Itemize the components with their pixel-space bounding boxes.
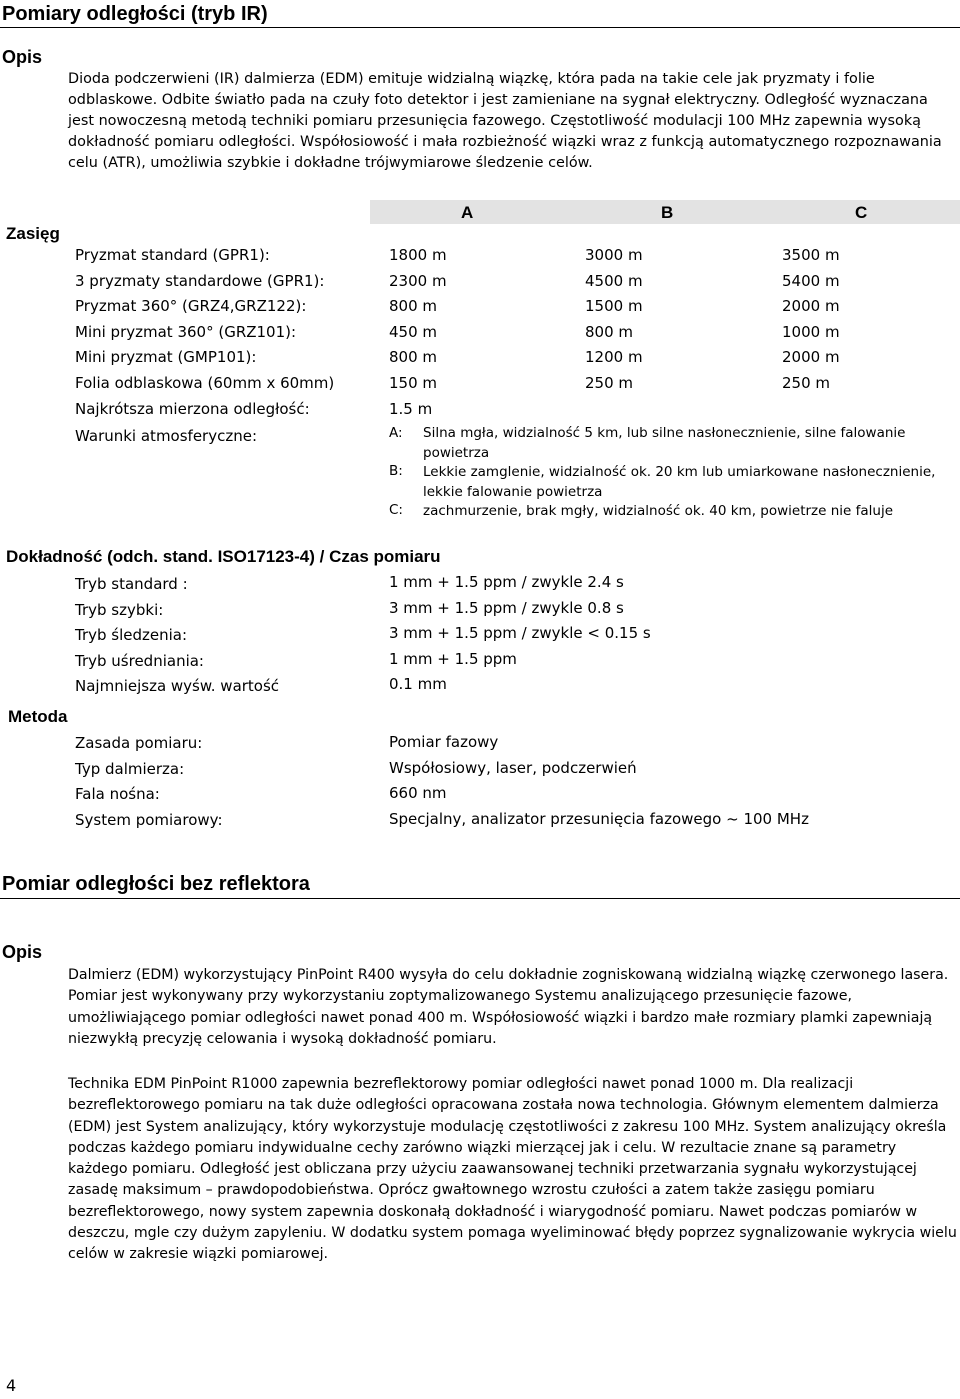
method-row-value: Pomiar fazowy <box>389 733 499 751</box>
condition-text-b: Lekkie zamglenie, widzialność ok. 20 km lub umiarkowane nasłonecznienie, lekkie falowanie powietrza <box>423 464 936 500</box>
range-value-c: 2000 m <box>782 348 840 367</box>
opis-heading-2: Opis <box>2 942 43 962</box>
accuracy-row-value: 3 mm + 1.5 ppm / zwykle < 0.15 s <box>389 624 651 642</box>
range-row-label: Pryzmat 360° (GRZ4,GRZ122): <box>75 297 307 316</box>
accuracy-row-value: 0.1 mm <box>389 675 447 693</box>
range-value-a: 150 m <box>389 374 438 392</box>
range-value-b: 3000 m <box>585 246 643 264</box>
column-header-b: B <box>570 200 770 224</box>
method-row-value: Współosiowy, laser, podczerwień <box>389 758 637 777</box>
range-row-label: Mini pryzmat (GMP101): <box>75 348 257 367</box>
range-value-a: 1800 m <box>389 246 447 264</box>
range-row-label: Folia odblaskowa (60mm x 60mm) <box>75 374 335 392</box>
accuracy-row-label: Tryb uśredniania: <box>75 651 204 670</box>
range-heading: Zasięg <box>6 224 60 243</box>
method-row-value: 660 nm <box>389 784 447 802</box>
condition-key-b: B: <box>389 463 403 479</box>
accuracy-heading: Dokładność (odch. stand. ISO17123-4) / Czas pomiaru <box>6 547 441 566</box>
accuracy-row-value: 1 mm + 1.5 ppm / zwykle 2.4 s <box>389 573 624 591</box>
paragraph-pinpoint-r1000: Technika EDM PinPoint R1000 zapewnia bezreflektorowy pomiar odległości nawet ponad 1000 m. Dla realizacji bezreflektorowego pomiaru na tak duże odległości opracowana została nowa technologia. Głównym elementem dalmierza (EDM) jest System analizujący, który wykorzystuje modulację częstotliwości z zakresu 100 MHz. System analizujący określa podczas każdego pomiaru indywidualne cechy zarówno wiązki mierzącej jak i celu. W rezultacie znane są parametry każdego pomiaru. Odległość jest obliczana przy użyciu zaawansowanej techniki przetwarzania sygnału wykorzystującej zasadę maksimum – prawdopodobieństwa. Oprócz gwałtownego wzrostu czułości a zatem także zasięgu pomiaru bezreflektorowego, nowy system zapewnia doskonałą dokładność i wiarygodność pomiaru. Nawet podczas pomiarów w deszczu, mgle czy dużym zapyleniu. W dodatku system pomaga wyeliminować błędy poprzez sygnalizowanie wykrycia wielu celów w zakresie wiązki pomiarowej. <box>68 1076 957 1263</box>
paragraph-pinpoint-r400: Dalmierz (EDM) wykorzystujący PinPoint R400 wysyła do celu dokładnie zogniskowaną widzialną wiązkę czerwonego lasera. Pomiar jest wykonywany przy wykorzystaniu zoptymalizowanego Systemu analizującego przesunięcie fazowe, umożliwiającego pomiar odległości nawet ponad 400 m. Współosiowość wiązki i bardzo małe rozmiary plamki zapewniają niezwykłą precyzję celowania i wysoką dokładność pomiaru. <box>68 967 949 1047</box>
accuracy-row-value: 3 mm + 1.5 ppm / zwykle 0.8 s <box>389 598 624 617</box>
range-row-label: Pryzmat standard (GPR1): <box>75 246 270 264</box>
range-value-b: 1500 m <box>585 297 643 316</box>
range-value-b: 1200 m <box>585 348 643 367</box>
range-value-c: 3500 m <box>782 246 840 264</box>
range-value-c: 250 m <box>782 374 831 392</box>
shortest-distance-value: 1.5 m <box>389 400 433 418</box>
method-row-label: Typ dalmierza: <box>75 759 185 778</box>
range-value-a: 450 m <box>389 322 438 341</box>
range-value-b: 4500 m <box>585 271 643 290</box>
accuracy-row-label: Tryb szybki: <box>75 600 164 619</box>
range-value-a: 800 m <box>389 297 438 316</box>
method-row-label: Zasada pomiaru: <box>75 734 203 752</box>
condition-key-a: A: <box>389 425 403 441</box>
accuracy-row-label: Najmniejsza wyśw. wartość <box>75 677 280 695</box>
column-header-a: A <box>370 200 570 224</box>
condition-text-a: Silna mgła, widzialność 5 km, lub silne nasłonecznienie, silne falowanie powietrza <box>423 425 906 461</box>
range-value-b: 800 m <box>585 322 634 341</box>
opis-heading: Opis <box>2 47 43 67</box>
atmospheric-label: Warunki atmosferyczne: <box>75 427 258 445</box>
range-value-c: 2000 m <box>782 297 840 316</box>
method-row-value: Specjalny, analizator przesunięcia fazowego ~ 100 MHz <box>389 809 809 828</box>
opis-paragraph: Dioda podczerwieni (IR) dalmierza (EDM) emituje widzialną wiązkę, która pada na takie cele jak pryzmaty i folie odblaskowe. Odbite światło pada na czuły foto detektor i jest zamieniane na sygnał elektryczny. Odległość wyznaczana jest nowoczesną metodą techniki pomiaru przesunięcia fazowego. Częstotliwość modulacji 100 MHz zapewnia wysoką dokładność pomiaru odległości. Współosiowość i mała rozbieżność wiązki wraz z funkcją automatycznego rozpoznawania celu (ATR), umożliwia szybkie i dokładne trójwymiarowe śledzenie celów. <box>68 71 942 171</box>
condition-key-c: C: <box>389 502 403 518</box>
range-value-a: 2300 m <box>389 271 447 290</box>
section-title-ir: Pomiary odległości (tryb IR) <box>2 3 268 25</box>
page-number: 4 <box>6 1376 17 1395</box>
range-row-label: 3 pryzmaty standardowe (GPR1): <box>75 271 325 290</box>
method-row-label: System pomiarowy: <box>75 810 223 829</box>
accuracy-row-label: Tryb śledzenia: <box>75 626 188 644</box>
range-value-c: 5400 m <box>782 271 840 290</box>
range-value-a: 800 m <box>389 348 438 367</box>
range-value-b: 250 m <box>585 374 634 392</box>
column-header-c: C <box>770 200 960 224</box>
title-rule-2 <box>0 898 960 899</box>
range-row-label: Mini pryzmat 360° (GRZ101): <box>75 322 297 341</box>
section-title-reflectorless: Pomiar odległości bez reflektora <box>2 873 310 895</box>
method-heading: Metoda <box>8 707 68 726</box>
accuracy-row-value: 1 mm + 1.5 ppm <box>389 649 517 668</box>
accuracy-row-label: Tryb standard : <box>75 575 188 593</box>
title-rule <box>0 27 960 28</box>
method-row-label: Fala nośna: <box>75 785 160 803</box>
shortest-distance-label: Najkrótsza mierzona odległość: <box>75 400 310 418</box>
range-value-c: 1000 m <box>782 322 840 341</box>
condition-text-c: zachmurzenie, brak mgły, widzialność ok. 40 km, powietrze nie faluje <box>423 503 894 519</box>
